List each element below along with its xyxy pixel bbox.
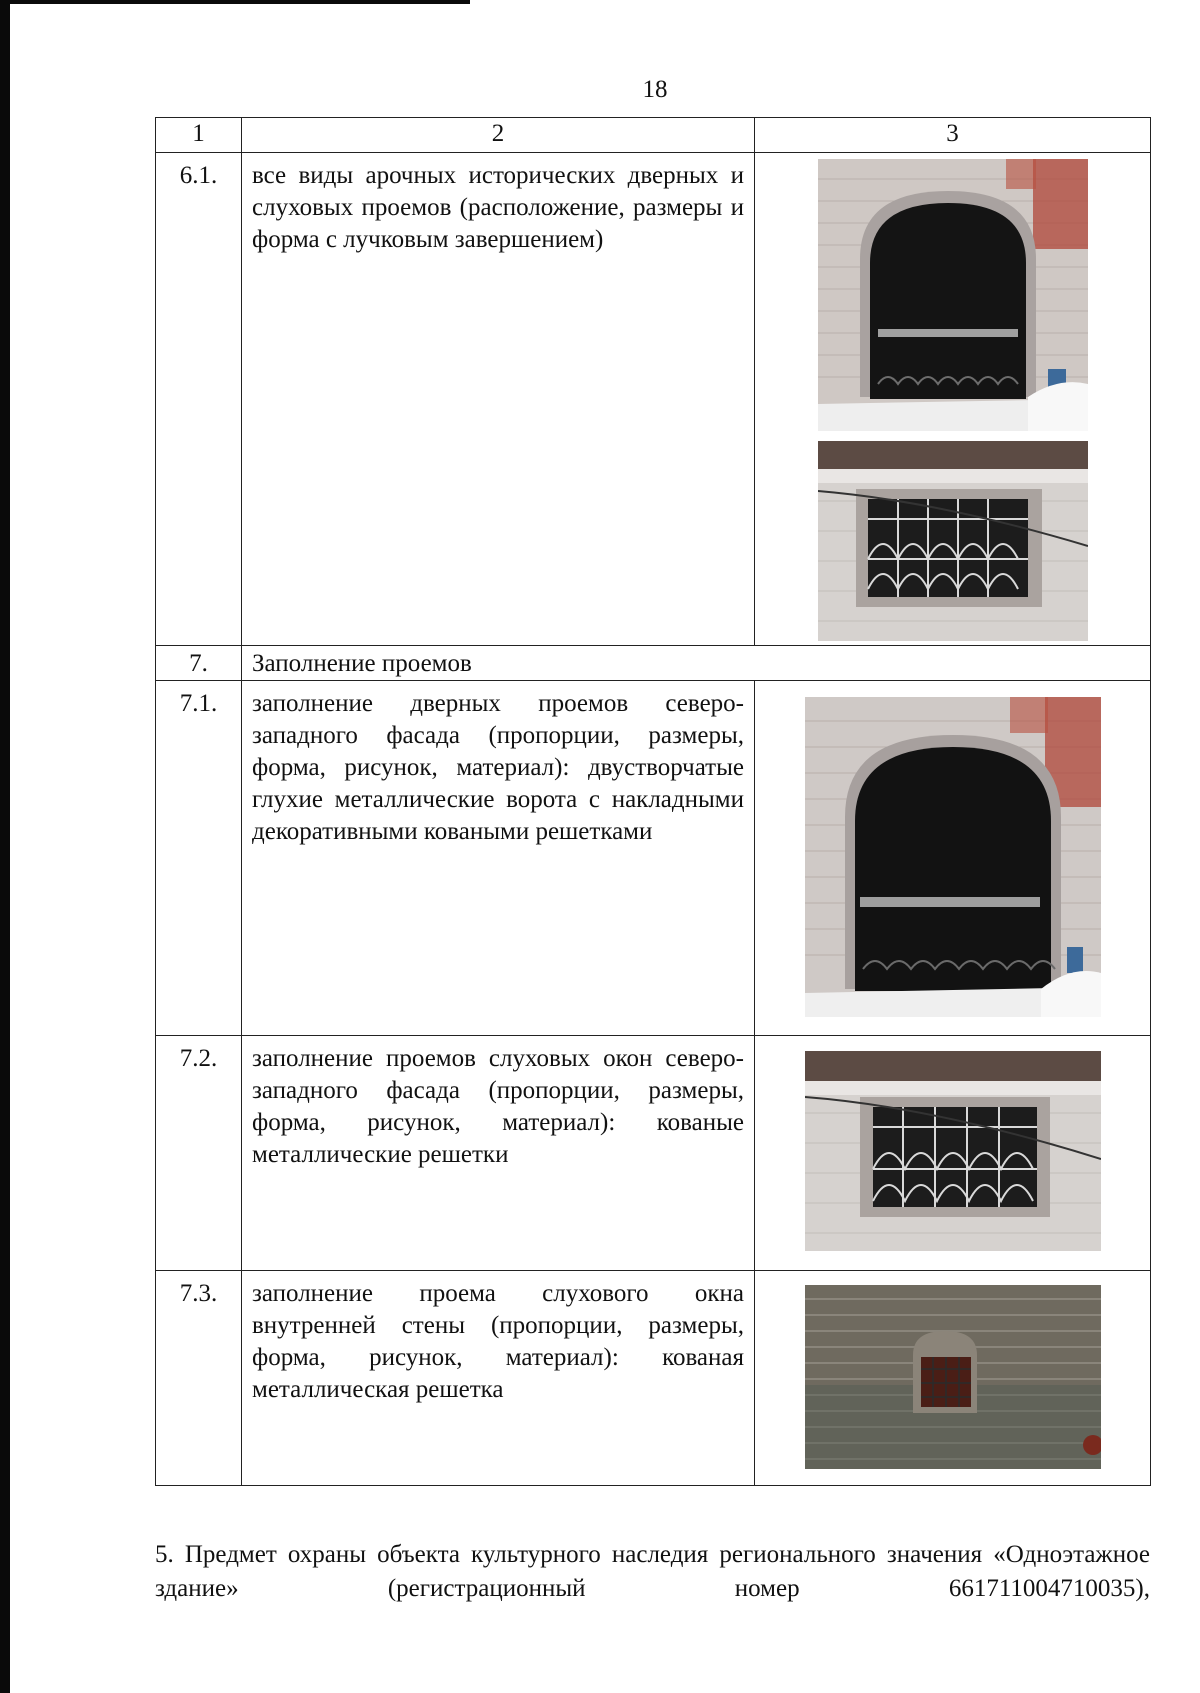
section-title: Заполнение проемов — [242, 646, 1151, 681]
metal-gate-photo — [805, 697, 1101, 1017]
photo-cell — [755, 1036, 1151, 1271]
page-number: 18 — [642, 76, 668, 103]
row-description: заполнение проема слухового окна внутренней стены (пропорции, размеры, форма, рисунок, материал): кованая металлическая решетка — [242, 1271, 755, 1486]
row-description: заполнение проемов слуховых окон северо-западного фасада (пропорции, размеры, форма, рисунок, материал): кованые металлические решетки — [242, 1036, 755, 1271]
table-row — [156, 1271, 1151, 1486]
table-row — [156, 681, 1151, 1036]
row-description: все виды арочных исторических дверных и слуховых проемов (расположение, размеры и форма с лучковым завершением) — [242, 153, 755, 646]
dormer-window-grille-photo — [818, 441, 1088, 641]
heritage-table — [155, 117, 1151, 1486]
scan-edge-top — [0, 0, 470, 4]
table-row — [156, 153, 1151, 646]
photo-cell — [755, 153, 1151, 646]
row-description: заполнение дверных проемов северо-западного фасада (пропорции, размеры, форма, рисунок, материал): двустворчатые глухие металлические ворота с накладными декоративными коваными решетками — [242, 681, 755, 1036]
row-number: 6.1. — [156, 153, 242, 646]
arched-door-photo — [818, 159, 1088, 431]
column-header-3: 3 — [755, 118, 1151, 153]
row-number: 7.3. — [156, 1271, 242, 1486]
scan-edge-left — [0, 0, 10, 1693]
section-row — [156, 646, 1151, 681]
footer-paragraph: 5. Предмет охраны объекта культурного наследия регионального значения «Одноэтажное здание» (регистрационный номер 661711004710035), — [155, 1541, 1150, 1602]
table-header-row — [156, 118, 1151, 153]
photo-cell — [755, 681, 1151, 1036]
column-header-2: 2 — [242, 118, 755, 153]
row-number: 7.1. — [156, 681, 242, 1036]
table-row — [156, 1036, 1151, 1271]
row-number: 7. — [156, 646, 242, 681]
photo-cell — [755, 1271, 1151, 1486]
inner-wall-window-photo — [805, 1285, 1101, 1469]
column-header-1: 1 — [156, 118, 242, 153]
dormer-window-grille-photo — [805, 1051, 1101, 1251]
row-number: 7.2. — [156, 1036, 242, 1271]
